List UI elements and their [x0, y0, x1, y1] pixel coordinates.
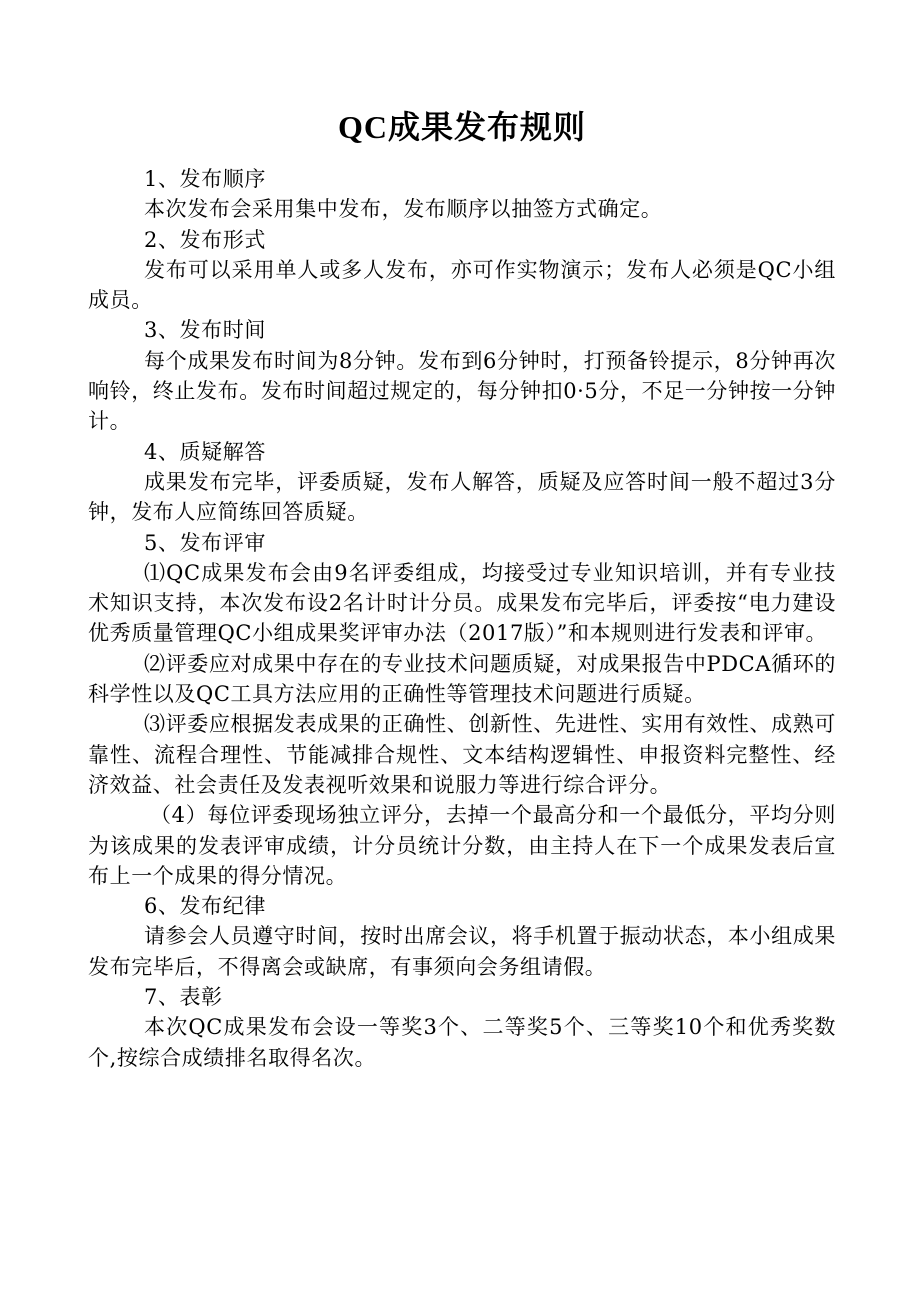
- section-paragraph: 本次发布会采用集中发布，发布顺序以抽签方式确定。: [144, 197, 663, 222]
- section-paragraph: 本次QC成果发布会设一等奖3个、二等奖5个、三等奖10个和优秀奖数个,按综合成绩排名取得名次。: [88, 1015, 836, 1070]
- section-heading: 3、发布时间: [144, 318, 266, 343]
- section-paragraph: ⑵评委应对成果中存在的专业技术问题质疑，对成果报告中PDCA循环的科学性以及QC工具方法应用的正确性等管理技术问题进行质疑。: [88, 651, 836, 707]
- section-release-order: [88, 164, 836, 225]
- document-body: [88, 164, 836, 1073]
- section-paragraph: 每个成果发布时间为8分钟。发布到6分钟时，打预备铃提示，8分钟再次响铃，终止发布。发布时间超过规定的，每分钟扣0·5分，不足一分钟按一分钟计。: [88, 348, 836, 434]
- section-paragraph: （4）每位评委现场独立评分，去掉一个最高分和一个最低分，平均分则为该成果的发表评审成绩，计分员统计分数，由主持人在下一个成果发表后宣布上一个成果的得分情况。: [88, 803, 836, 888]
- section-questions-answers: [88, 437, 836, 528]
- section-paragraph: ⑴QC成果发布会由9名评委组成，均接受过专业知识培训，并有专业技术知识支持，本次发布设2名计时计分员。成果发布完毕后，评委按“电力建设优秀质量管理QC小组成果奖评审办法（2017版）”和本规则进行发表和评审。: [88, 560, 836, 646]
- section-heading: 5、发布评审: [144, 530, 266, 555]
- section-release-format: [88, 225, 836, 316]
- section-heading: 6、发布纪律: [144, 894, 266, 919]
- section-heading: 2、发布形式: [144, 227, 266, 252]
- section-release-review: [88, 528, 836, 892]
- section-paragraph: 成果发布完毕，评委质疑，发布人解答，质疑及应答时间一般不超过3分钟，发布人应简练回答质疑。: [88, 469, 836, 525]
- section-release-time: [88, 315, 836, 436]
- section-heading: 7、表彰: [144, 985, 223, 1010]
- section-paragraph: ⑶评委应根据发表成果的正确性、创新性、先进性、实用有效性、成熟可靠性、流程合理性、节能减排合规性、文本结构逻辑性、申报资料完整性、经济效益、社会责任及发表视听效果和说服力等进行综合评分。: [88, 712, 836, 797]
- section-heading: 1、发布顺序: [144, 167, 266, 191]
- section-paragraph: 请参会人员遵守时间，按时出席会议，将手机置于振动状态，本小组成果发布完毕后，不得离会或缺席，有事须向会务组请假。: [88, 924, 836, 979]
- section-release-discipline: [88, 891, 836, 982]
- section-paragraph: 发布可以采用单人或多人发布，亦可作实物演示；发布人必须是QC小组成员。: [88, 257, 836, 313]
- section-heading: 4、质疑解答: [144, 439, 266, 464]
- section-commendation: [88, 982, 836, 1073]
- document-title: QC成果发布规则: [337, 109, 586, 145]
